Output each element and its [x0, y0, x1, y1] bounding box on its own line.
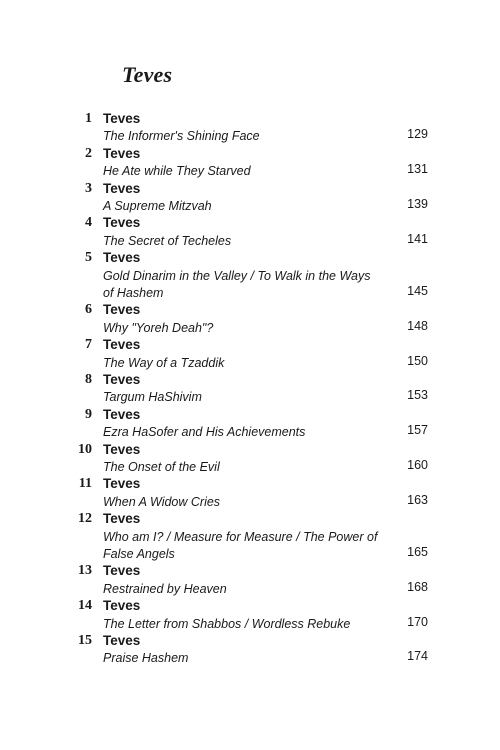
entry-title[interactable]: Who am I? / Measure for Measure / The Power of — [103, 529, 378, 544]
entry-month: Teves — [103, 511, 141, 527]
entry-title[interactable]: A Supreme Mitzvah — [103, 199, 212, 213]
entry-page-number: 129 — [407, 127, 428, 142]
entry-title[interactable]: Restrained by Heaven — [103, 581, 227, 596]
entry-number: 14 — [78, 598, 92, 614]
entry-number: 2 — [85, 145, 92, 161]
entry-number: 7 — [85, 337, 92, 353]
entry-page-number: 170 — [407, 614, 428, 629]
entry-title[interactable]: The Way of a Tzaddik — [103, 355, 225, 370]
entry-title[interactable]: Why "Yoreh Deah"? — [103, 320, 214, 335]
entry-month: Teves — [103, 476, 141, 492]
entry-title[interactable]: When A Widow Cries — [103, 494, 221, 509]
entry-page-number: 163 — [407, 492, 428, 507]
entry-month: Teves — [103, 563, 141, 579]
entry-number: 6 — [85, 302, 92, 318]
entry-number: 8 — [85, 372, 92, 387]
entry-page-number: 168 — [407, 579, 428, 594]
entry-title[interactable]: of Hashem — [103, 286, 164, 300]
entry-number: 11 — [78, 476, 92, 492]
entry-title[interactable]: The Letter from Shabbos / Wordless Rebuke — [103, 616, 351, 631]
entry-month: Teves — [103, 598, 141, 614]
entry-page-number: 145 — [407, 284, 428, 298]
entry-page-number: 131 — [407, 162, 428, 177]
entry-number: 3 — [85, 180, 92, 196]
entry-number: 9 — [85, 406, 92, 422]
entry-number: 13 — [78, 563, 92, 579]
entry-month: Teves — [103, 180, 141, 196]
entry-title[interactable]: The Secret of Techeles — [103, 233, 232, 248]
entry-month: Teves — [103, 215, 141, 231]
entry-number: 10 — [78, 441, 92, 457]
entry-title[interactable]: Targum HaShivim — [103, 390, 202, 405]
page-title: Teves — [122, 62, 173, 87]
entry-month: Teves — [103, 441, 141, 457]
entry-page-number: 148 — [407, 318, 428, 333]
entry-title[interactable]: Gold Dinarim in the Valley / To Walk in the Ways — [103, 268, 371, 283]
entry-page-number: 160 — [407, 458, 428, 472]
entry-title[interactable]: The Informer's Shining Face — [103, 129, 260, 144]
entry-month: Teves — [103, 111, 141, 126]
entry-month: Teves — [103, 337, 141, 353]
entry-title[interactable]: Ezra HaSofer and His Achievements — [103, 425, 306, 440]
entry-month: Teves — [103, 250, 141, 266]
entry-page-number: 141 — [407, 231, 428, 246]
entry-number: 1 — [85, 111, 92, 126]
entry-title[interactable]: He Ate while They Starved — [103, 164, 251, 179]
entry-title[interactable]: False Angels — [103, 547, 175, 561]
entry-page-number: 139 — [407, 197, 428, 211]
entry-number: 4 — [85, 215, 92, 231]
entry-month: Teves — [103, 145, 141, 161]
entry-number: 5 — [85, 250, 92, 266]
entry-title[interactable]: Praise Hashem — [103, 651, 189, 666]
entry-month: Teves — [103, 406, 141, 422]
entry-month: Teves — [103, 372, 141, 387]
entry-page-number: 153 — [407, 388, 428, 403]
entry-month: Teves — [103, 633, 141, 648]
entry-page-number: 174 — [407, 649, 428, 664]
entry-page-number: 165 — [407, 545, 428, 559]
entry-page-number: 150 — [407, 353, 428, 368]
entry-month: Teves — [103, 302, 141, 318]
entry-number: 12 — [78, 511, 92, 527]
entry-title[interactable]: The Onset of the Evil — [103, 460, 220, 474]
entry-page-number: 157 — [407, 423, 428, 438]
entry-number: 15 — [78, 633, 92, 648]
